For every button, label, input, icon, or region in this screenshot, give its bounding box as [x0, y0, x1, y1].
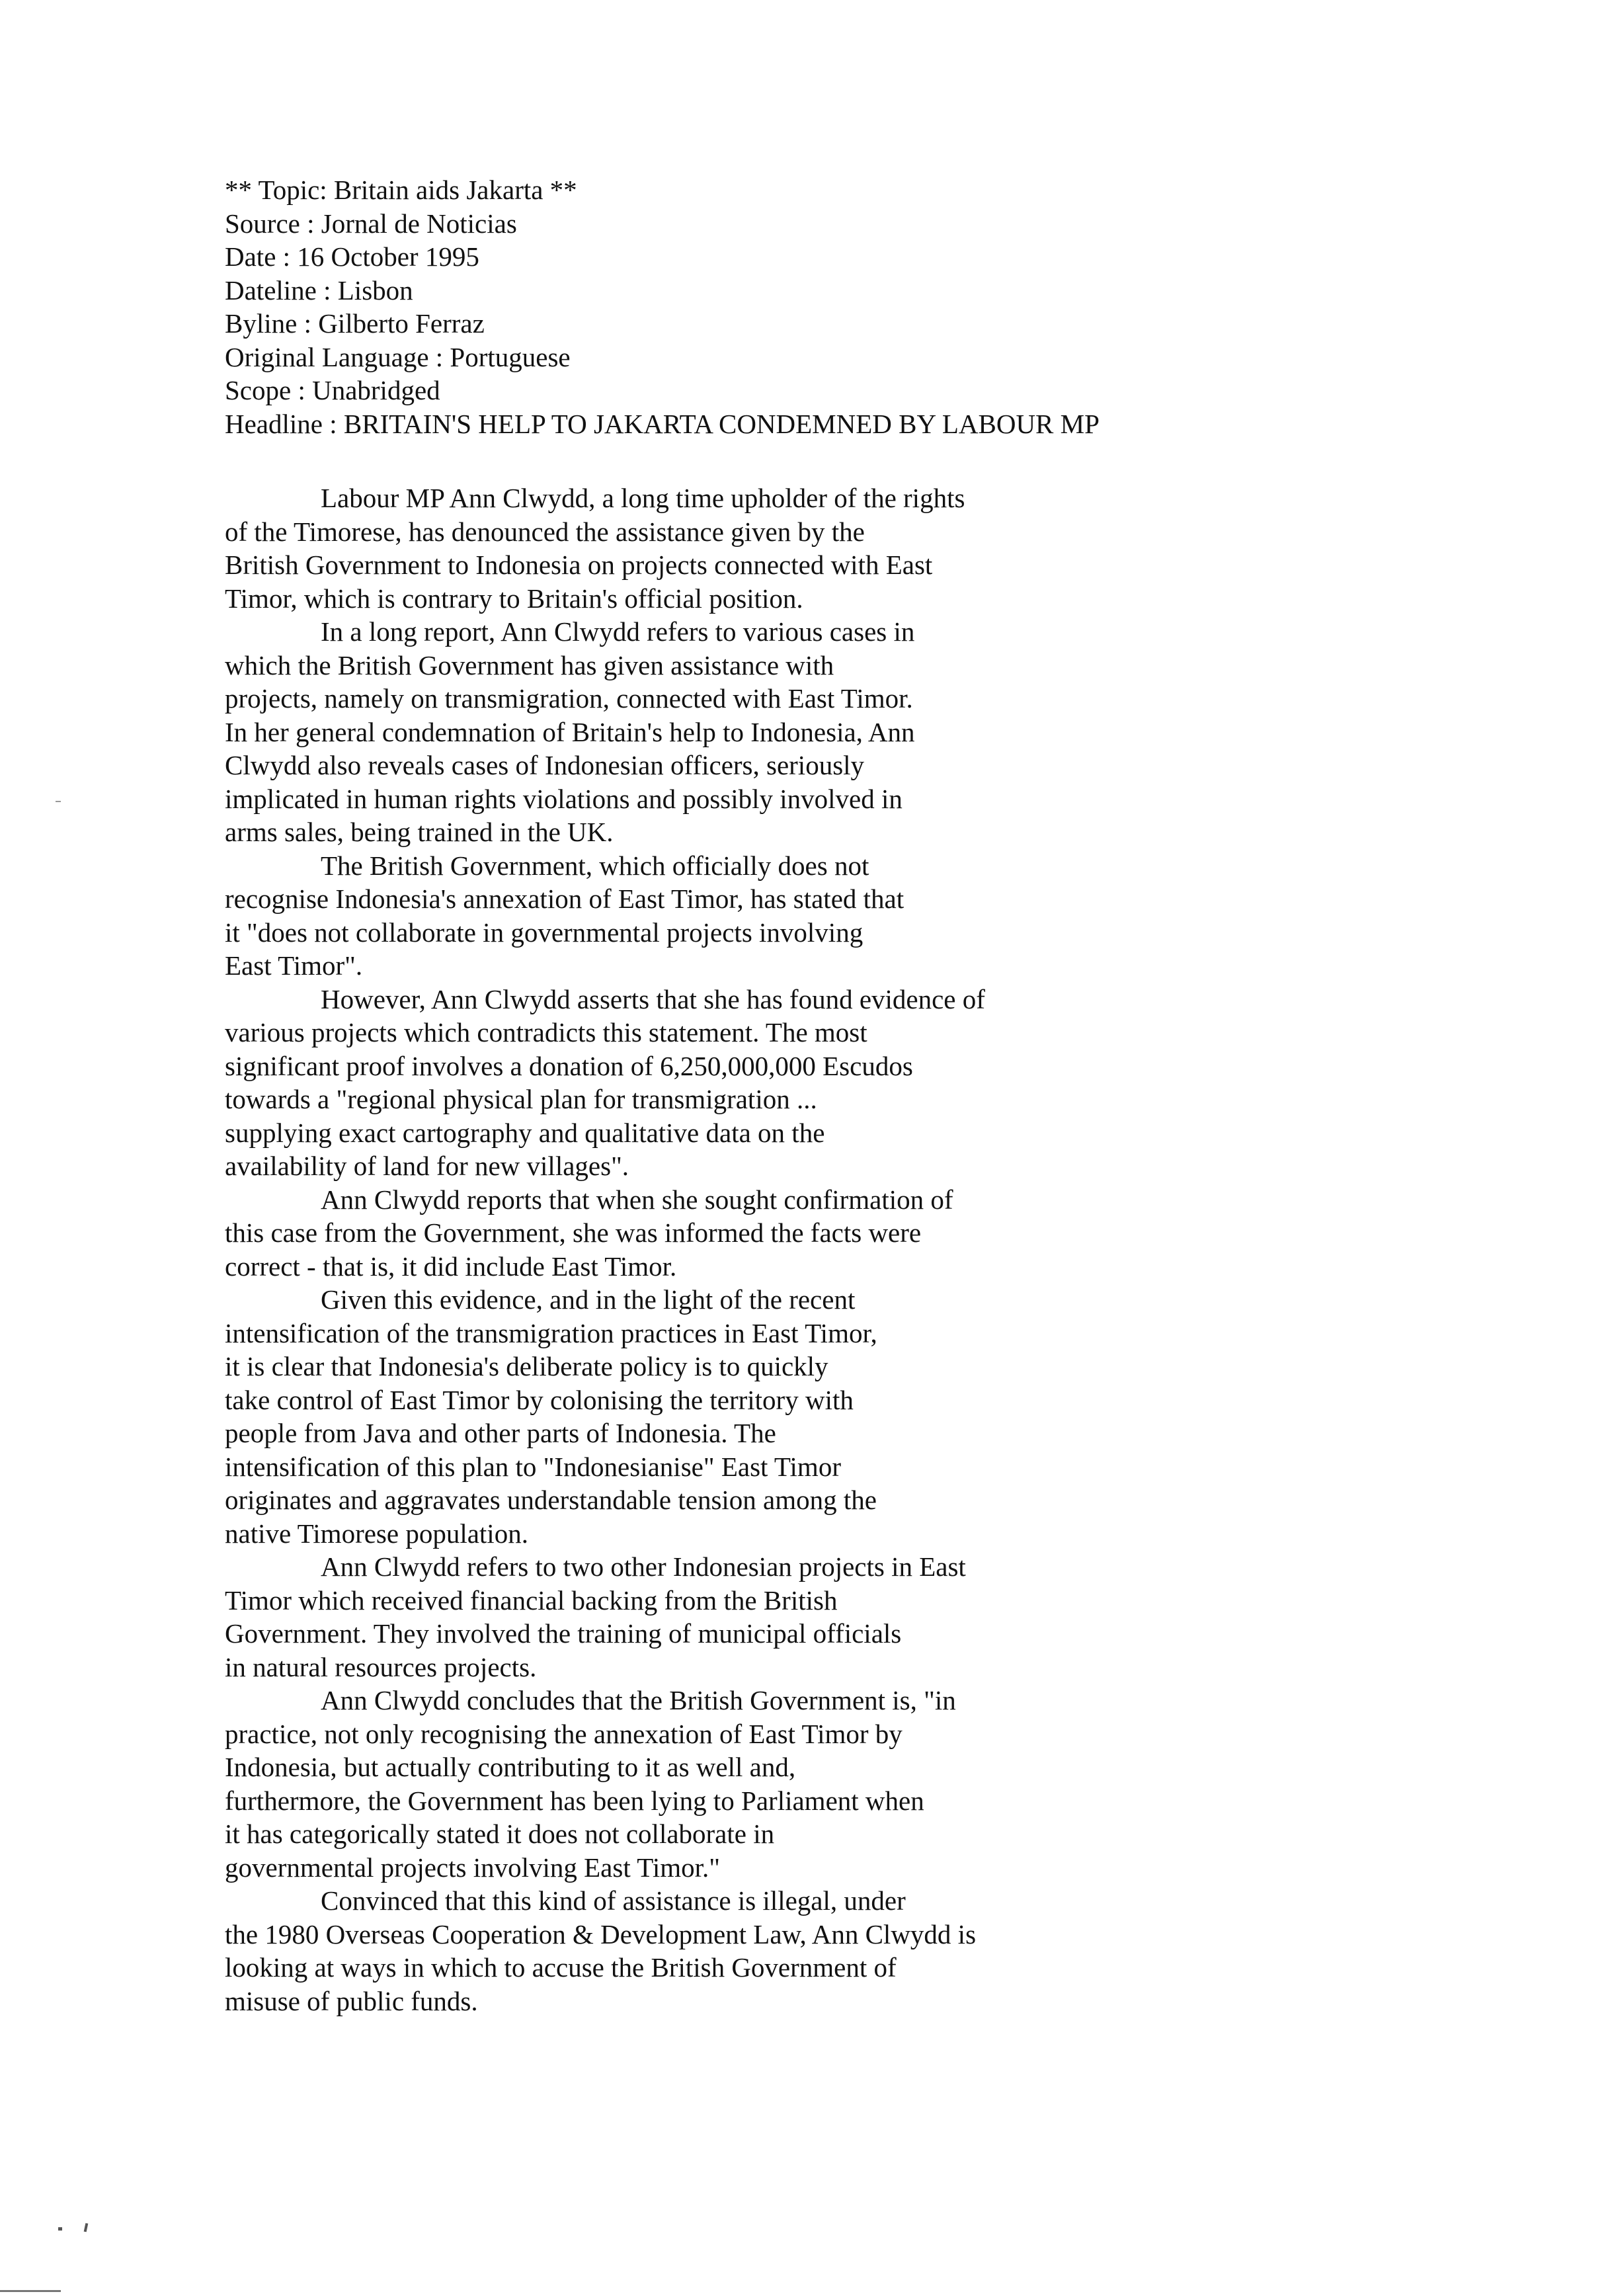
body-line: In her general condemnation of Britain's help to Indonesia, Ann: [225, 716, 915, 747]
scan-speck: [84, 2223, 89, 2233]
body-line: furthermore, the Government has been lying to Parliament when: [225, 1785, 924, 1816]
body-line: Convinced that this kind of assistance is illegal, under: [321, 1885, 906, 1916]
body-line: Government. They involved the training of municipal officials: [225, 1618, 902, 1649]
date-line: Date : 16 October 1995: [225, 241, 479, 272]
article: [225, 173, 1362, 2018]
topic-line: ** Topic: Britain aids Jakarta **: [225, 175, 577, 205]
article-body: [225, 481, 1362, 2018]
body-line: Labour MP Ann Clwydd, a long time upholder of the rights: [321, 483, 965, 513]
body-line: this case from the Government, she was informed the facts were: [225, 1217, 922, 1248]
body-line: originates and aggravates understandable tension among the: [225, 1485, 877, 1515]
scope-line: Scope : Unabridged: [225, 375, 440, 405]
byline-line: Byline : Gilberto Ferraz: [225, 308, 485, 339]
body-line: it has categorically stated it does not collaborate in: [225, 1819, 775, 1849]
body-line: it is clear that Indonesia's deliberate policy is to quickly: [225, 1351, 828, 1381]
body-line: Indonesia, but actually contributing to it as well and,: [225, 1752, 796, 1782]
headline-line: Headline : BRITAIN'S HELP TO JAKARTA CONDEMNED BY LABOUR MP: [225, 408, 1100, 439]
body-line: take control of East Timor by colonising the territory with: [225, 1384, 854, 1415]
dateline-line: Dateline : Lisbon: [225, 274, 413, 306]
body-line: correct - that is, it did include East Timor.: [225, 1250, 677, 1282]
body-line: implicated in human rights violations and possibly involved in: [225, 783, 903, 814]
body-line: practice, not only recognising the annexation of East Timor by: [225, 1718, 903, 1749]
body-line: East Timor".: [225, 950, 363, 981]
body-line: intensification of the transmigration practices in East Timor,: [225, 1317, 877, 1348]
body-line: significant proof involves a donation of 6,250,000,000 Escudos: [225, 1050, 913, 1081]
body-line: the 1980 Overseas Cooperation & Development Law, Ann Clwydd is: [225, 1918, 977, 1949]
body-line: people from Java and other parts of Indonesia. The: [225, 1418, 776, 1448]
body-line: recognise Indonesia's annexation of East Timor, has stated that: [225, 883, 904, 914]
body-line: Timor which received financial backing from the British: [225, 1584, 838, 1616]
body-line: of the Timorese, has denounced the assistance given by the: [225, 516, 865, 547]
body-line: various projects which contradicts this statement. The most: [225, 1017, 867, 1047]
body-line: Ann Clwydd concludes that the British Government is, "in: [321, 1685, 956, 1715]
body-line: looking at ways in which to accuse the British Government of: [225, 1952, 897, 1983]
body-line: Given this evidence, and in the light of the recent: [321, 1284, 856, 1315]
body-line: In a long report, Ann Clwydd refers to various cases in: [321, 616, 915, 647]
body-line: towards a "regional physical plan for transmigration ...: [225, 1084, 817, 1114]
body-line: governmental projects involving East Timor.": [225, 1852, 720, 1883]
scan-edge-line: [0, 2290, 61, 2292]
body-line: misuse of public funds.: [225, 1985, 478, 2016]
source-line: Source : Jornal de Noticias: [225, 208, 517, 239]
body-line: British Government to Indonesia on projects connected with East: [225, 550, 933, 580]
body-line: Ann Clwydd refers to two other Indonesian projects in East: [321, 1551, 966, 1582]
article-metadata: [225, 173, 1362, 440]
body-line: in natural resources projects.: [225, 1651, 537, 1682]
body-line: Ann Clwydd reports that when she sought confirmation of: [321, 1184, 953, 1215]
body-line: arms sales, being trained in the UK.: [225, 817, 614, 847]
original-language-line: Original Language : Portuguese: [225, 341, 571, 372]
body-line: which the British Government has given assistance with: [225, 649, 834, 680]
body-line: it "does not collaborate in governmental projects involving: [225, 917, 864, 948]
body-line: projects, namely on transmigration, connected with East Timor.: [225, 683, 913, 714]
body-line: availability of land for new villages".: [225, 1151, 629, 1181]
scan-speck: [56, 801, 61, 802]
body-line: native Timorese population.: [225, 1518, 528, 1549]
body-line: Timor, which is contrary to Britain's official position.: [225, 583, 803, 614]
scan-speck: [58, 2227, 62, 2231]
body-line: The British Government, which officially does not: [321, 850, 869, 881]
body-line: supplying exact cartography and qualitative data on the: [225, 1117, 825, 1148]
body-line: intensification of this plan to "Indonesianise" East Timor: [225, 1451, 841, 1482]
body-line: Clwydd also reveals cases of Indonesian officers, seriously: [225, 750, 865, 780]
body-line: However, Ann Clwydd asserts that she has found evidence of: [321, 983, 985, 1014]
